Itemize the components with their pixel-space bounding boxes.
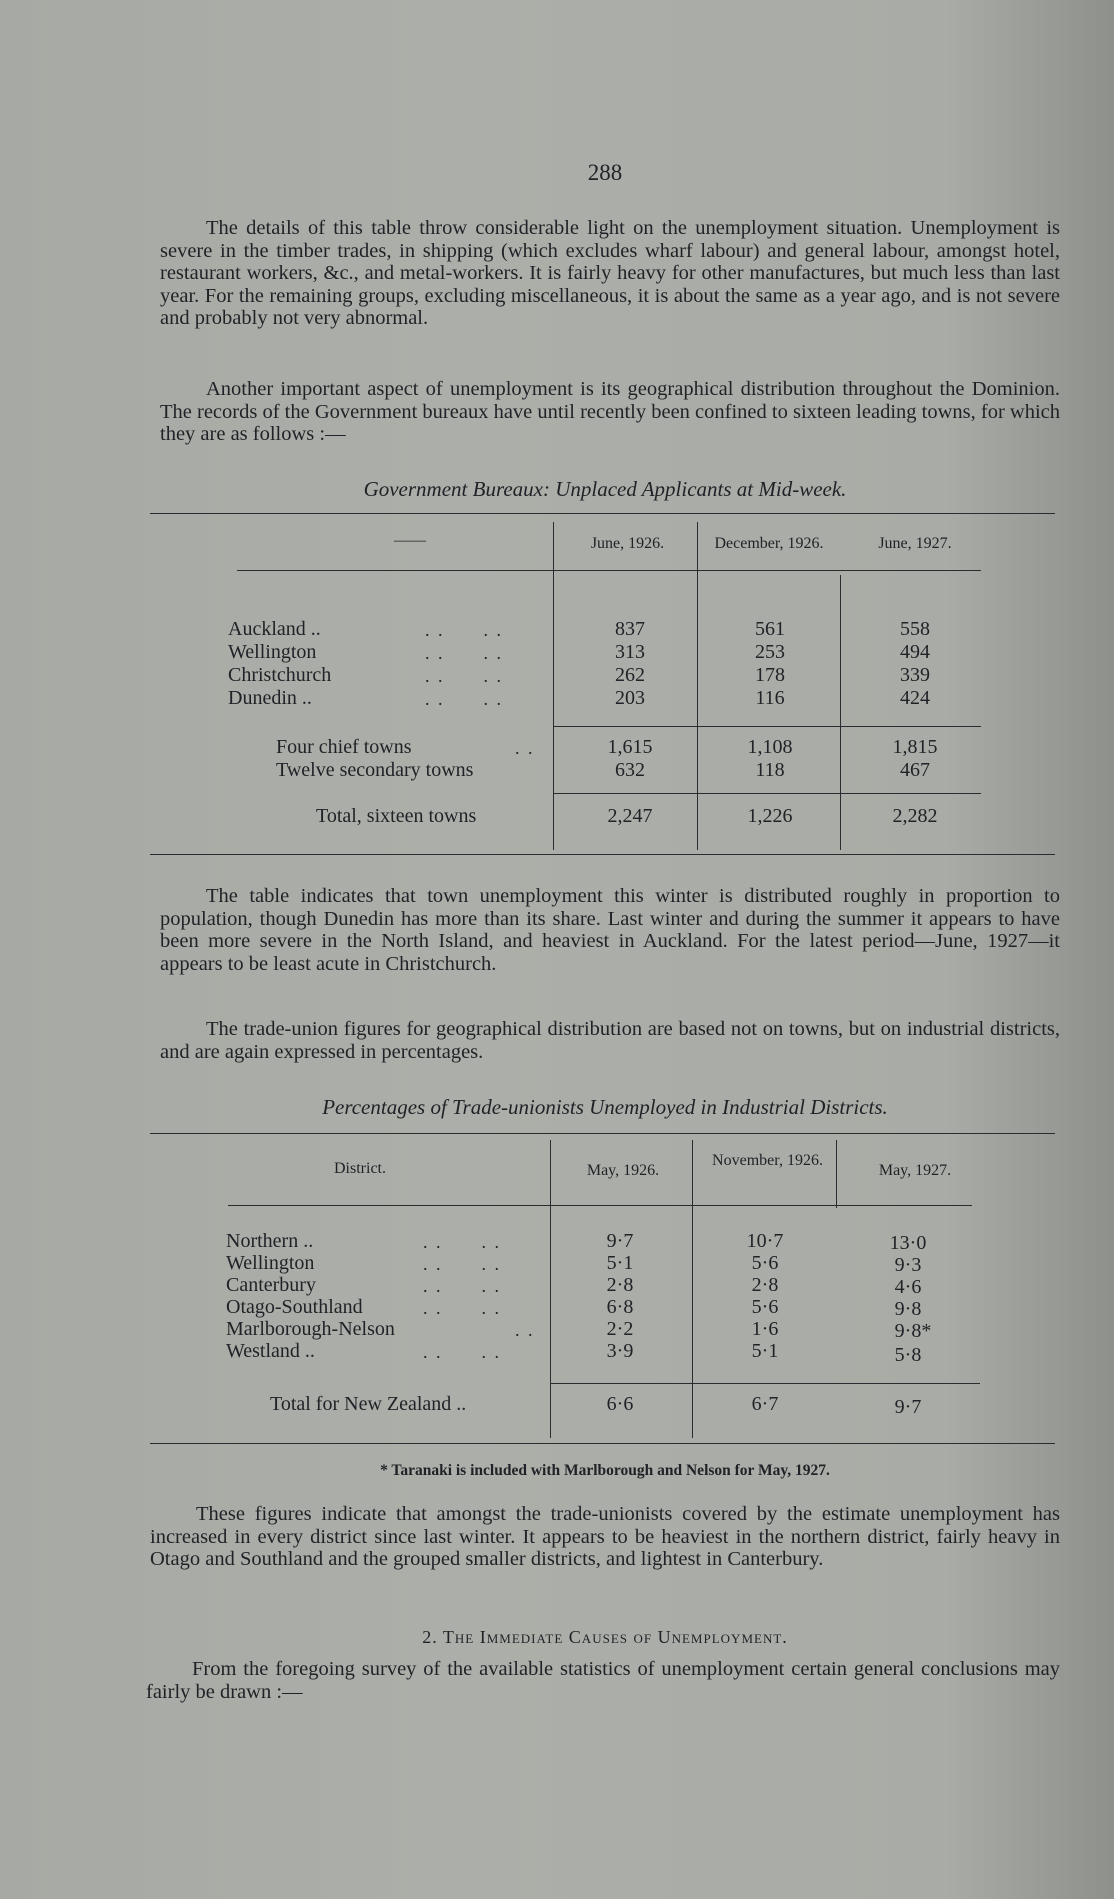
cell-value: 6·8 xyxy=(606,1296,634,1318)
table1-header-december-1926: December, 1926. xyxy=(714,535,824,552)
table1-header-june-1926: June, 1926. xyxy=(590,535,665,552)
leader-dots: . . . . xyxy=(423,1232,501,1252)
cell-value: 561 xyxy=(755,618,785,640)
leader-dots: . . xyxy=(515,1320,535,1340)
table2-col-divider xyxy=(692,1140,693,1438)
row-label-dunedin: Dunedin .. xyxy=(228,687,312,709)
cell-value: 5·8 xyxy=(894,1344,922,1366)
cell-value: 5·6 xyxy=(751,1252,779,1274)
table1-top-rule xyxy=(150,513,1055,514)
cell-value: 262 xyxy=(615,664,645,686)
cell-value: 313 xyxy=(615,641,645,663)
paragraph-1: The details of this table throw considerable light on the unemployment situation. Unemployment is severe in the timber trades, in shipping (which excludes wharf labour) and general labour, amongst hotel, restaurant workers, &c., and metal-workers. It is fairly heavy for other manufactures, but much less than last year. For the remaining groups, excluding miscellaneous, it is about the same as a year ago, and is not severe and probably not very abnormal. xyxy=(160,217,1060,329)
cell-value: 494 xyxy=(900,641,930,663)
table2-header-november-1926: November, 1926. xyxy=(712,1152,823,1169)
cell-value: 203 xyxy=(615,687,645,709)
total-rule xyxy=(553,793,981,794)
row-label-twelve-secondary-towns: Twelve secondary towns xyxy=(276,759,474,781)
row-label-otago-southland: Otago-Southland xyxy=(226,1296,363,1318)
leader-dots: . . . . xyxy=(425,620,503,640)
cell-value: 1,108 xyxy=(747,736,793,758)
table1-col-divider xyxy=(840,575,841,850)
row-label-marlborough-nelson: Marlborough-Nelson xyxy=(226,1318,395,1340)
table1-header-divider xyxy=(237,570,981,571)
paragraph-6: From the foregoing survey of the available statistics of unemployment certain general conclusions may fairly be drawn :— xyxy=(146,1658,1060,1703)
section-heading: 2. The Immediate Causes of Unemployment. xyxy=(422,1627,788,1647)
row-label-christchurch: Christchurch xyxy=(228,664,332,686)
row-label-westland: Westland .. xyxy=(226,1340,315,1362)
table1-caption: Government Bureaux: Unplaced Applicants at Mid-week. xyxy=(363,477,847,501)
paragraph-5: These figures indicate that amongst the trade-unionists covered by the estimate unemployment has increased in every district since last winter. It appears to be heaviest in the northern district, fairly heavy in Otago and Southland and the grouped smaller districts, and lightest in Canterbury. xyxy=(150,1503,1060,1570)
cell-value: 2·8 xyxy=(751,1274,779,1296)
leader-dots: . . xyxy=(515,738,535,758)
leader-dots: . . . . xyxy=(423,1254,501,1274)
cell-value: 4·6 xyxy=(894,1276,922,1298)
cell-value: 424 xyxy=(900,687,930,709)
paragraph-3: The table indicates that town unemployment this winter is distributed roughly in proportion to population, though Dunedin has more than its share. Last winter and during the summer it appears to have been more severe in the North Island, and heaviest in Auckland. For the latest period—June, 1927—it appears to be least acute in Christchurch. xyxy=(160,885,1060,975)
cell-value: 5·1 xyxy=(751,1340,779,1362)
cell-value: 1,615 xyxy=(607,736,653,758)
table2-top-rule xyxy=(150,1133,1055,1134)
cell-value: 9·7 xyxy=(894,1396,922,1418)
table1-col-divider xyxy=(553,522,554,850)
leader-dots: . . . . xyxy=(423,1342,501,1362)
paragraph-2: Another important aspect of unemployment is its geographical distribution throughout the Dominion. The records of the Government bureaux have until recently been confined to sixteen leading towns, for which they are as follows :— xyxy=(160,378,1060,445)
cell-value: 1,226 xyxy=(747,805,793,827)
leader-dots: . . . . xyxy=(423,1298,501,1318)
cell-value: 253 xyxy=(755,641,785,663)
cell-value: 10·7 xyxy=(746,1230,784,1252)
cell-value: 2·2 xyxy=(606,1318,634,1340)
table2-header-may-1927: May, 1927. xyxy=(878,1162,952,1179)
row-label-northern: Northern .. xyxy=(226,1230,314,1252)
cell-value: 2,282 xyxy=(892,805,938,827)
cell-value: 558 xyxy=(900,618,930,640)
cell-value: 3·9 xyxy=(606,1340,634,1362)
cell-value: 5·1 xyxy=(606,1252,634,1274)
row-label-wellington: Wellington xyxy=(228,641,317,663)
cell-value: 5·6 xyxy=(751,1296,779,1318)
table2-header-may-1926: May, 1926. xyxy=(586,1162,660,1179)
leader-dots: . . . . xyxy=(425,689,503,709)
table2-col-divider xyxy=(836,1140,837,1208)
table1-header-june-1927: June, 1927. xyxy=(878,535,952,552)
table2-col-divider xyxy=(550,1140,551,1438)
cell-value: 9·7 xyxy=(606,1230,634,1252)
cell-value: 6·7 xyxy=(751,1393,779,1415)
total-rule xyxy=(550,1383,980,1384)
table2-header-divider xyxy=(228,1205,972,1206)
row-label-canterbury: Canterbury xyxy=(226,1274,316,1296)
leader-dots: . . . . xyxy=(423,1276,501,1296)
cell-value: 837 xyxy=(615,618,645,640)
cell-value: 1,815 xyxy=(892,736,938,758)
cell-value: 632 xyxy=(615,759,645,781)
table1-bottom-rule xyxy=(150,854,1055,855)
cell-value: 6·6 xyxy=(606,1393,634,1415)
row-label-four-chief-towns: Four chief towns xyxy=(276,736,412,758)
paragraph-4: The trade-union figures for geographical distribution are based not on towns, but on industrial districts, and are again expressed in percentages. xyxy=(160,1018,1060,1063)
subtotal-rule xyxy=(553,726,981,727)
cell-value: 118 xyxy=(755,759,785,781)
table1-col-divider xyxy=(697,522,698,850)
row-label-total-sixteen-towns: Total, sixteen towns xyxy=(316,805,477,827)
cell-value: 9·3 xyxy=(894,1254,922,1276)
leader-dots: . . . . xyxy=(425,666,503,686)
cell-value: 116 xyxy=(755,687,785,709)
table2-bottom-rule xyxy=(150,1443,1055,1444)
table1-corner: —— xyxy=(394,532,426,549)
cell-value: 13·0 xyxy=(889,1232,927,1254)
row-label-auckland: Auckland .. xyxy=(228,618,321,640)
table2-caption: Percentages of Trade-unionists Unemployed in Industrial Districts. xyxy=(322,1095,888,1119)
cell-value: 2·8 xyxy=(606,1274,634,1296)
cell-value: 9·8 xyxy=(894,1298,922,1320)
row-label-wellington: Wellington xyxy=(226,1252,315,1274)
table2-header-district: District. xyxy=(334,1160,386,1177)
page-number: 288 xyxy=(587,160,623,185)
cell-value: 339 xyxy=(900,664,930,686)
cell-value: 178 xyxy=(755,664,785,686)
cell-value: 9·8* xyxy=(894,1320,932,1342)
cell-value: 467 xyxy=(900,759,930,781)
table2-footnote: * Taranaki is included with Marlborough and Nelson for May, 1927. xyxy=(380,1462,830,1479)
leader-dots: . . . . xyxy=(425,643,503,663)
row-label-total-for-new-zealand: Total for New Zealand .. xyxy=(270,1393,467,1415)
cell-value: 1·6 xyxy=(751,1318,779,1340)
cell-value: 2,247 xyxy=(607,805,653,827)
